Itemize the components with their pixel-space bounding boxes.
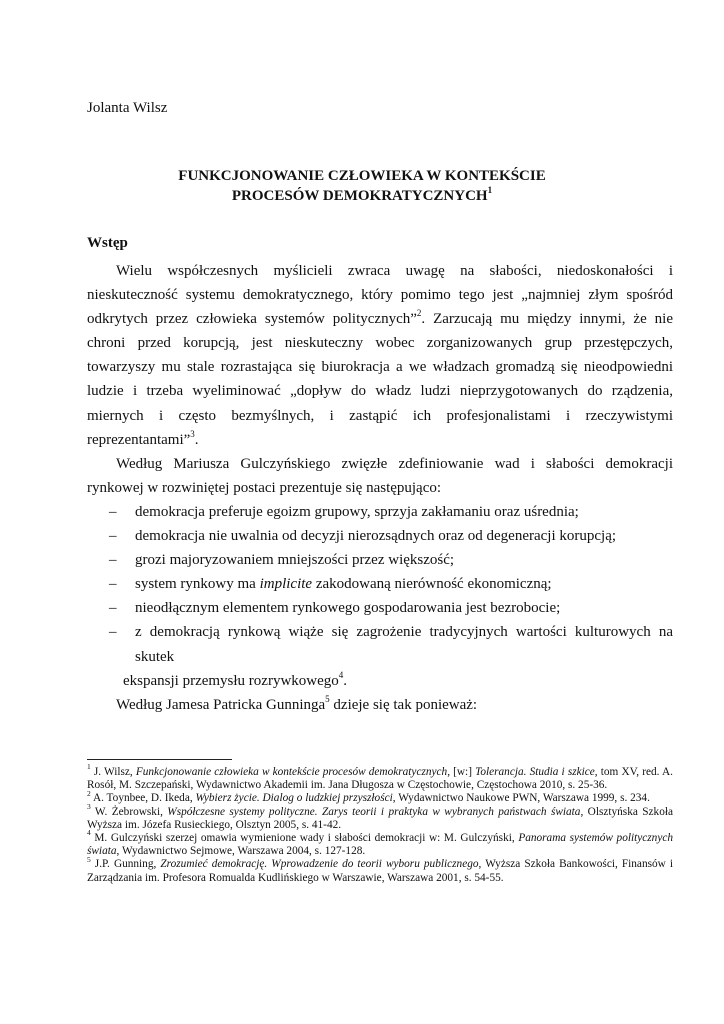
footnote-number: 2	[87, 788, 91, 798]
footnote-italic: Zrozumieć demokrację. Wprowadzenie do teorii wyboru publicznego	[160, 858, 479, 871]
dash-bullet: –	[109, 503, 117, 520]
paragraph-1-part-b: . Zarzucają mu między innymi, że nie chroni przed korupcją, jest nieskuteczny wobec zorganizowanych grup przestępczych, towarzyszy mu stale rozrastająca się biurokracja a we władzach gromadzą się nieodpowiedni ludzie i trzeba wyeliminować „dopływ do władz ludzi nieprzygotowanych do rządzenia, miernych i często bezmyślnych, i zastąpić ich profesjonalistami i rzeczywistymi reprezentantami”	[87, 311, 673, 448]
footnote-text: , tom XV, red. A. Rosół, M. Szczepański, Wydawnictwo Akademii im. Jana Długosza w Częstochowie, Częstochowa 2010, s. 25-36.	[87, 766, 673, 792]
footnote-number: 5	[87, 854, 91, 864]
footnote-text: , [w:]	[447, 766, 476, 778]
footnote-italic: Tolerancja. Studia i szkice	[475, 766, 595, 778]
list-item-line-2	[123, 669, 673, 693]
list-item	[87, 548, 673, 572]
footnote-number: 4	[87, 828, 91, 838]
title-line-2-text: PROCESÓW DEMOKRATYCZNYCH	[231, 188, 488, 204]
list-item	[87, 500, 673, 524]
title-line-1: FUNKCJONOWANIE CZŁOWIEKA W KONTEKŚCIE	[178, 168, 546, 184]
list-item-text: grozi majoryzowaniem mniejszości przez większość;	[135, 552, 455, 569]
list-item-text-a: system rynkowy ma	[135, 576, 260, 593]
section-heading: Wstęp	[87, 235, 128, 251]
paragraph-3-part-b: dzieje się tak ponieważ:	[329, 696, 478, 713]
footnote-text: , Wydawnictwo Naukowe PWN, Warszawa 1999, s. 234.	[392, 792, 650, 805]
footnote-4	[87, 828, 674, 858]
footnote-1	[87, 762, 673, 792]
list-item-text: demokracja nie uwalnia od decyzji nierozsądnych oraz od degeneracji korupcją;	[135, 528, 617, 545]
footnote-text: M. Gulczyński szerzej omawia wymienione wady i słabości demokracji w: M. Gulczyński,	[90, 832, 519, 845]
paragraph-1-part-a: Wielu współczesnych myślicieli zwraca uwagę na słabości, niedoskonałości i nieskuteczność systemu demokratycznego, który pomimo tego jest „najmniej złym spośród odkrytych przez człowieka systemów politycznych”	[87, 263, 673, 328]
footnote-number: 1	[87, 762, 91, 772]
paragraph-2: Według Mariusza Gulczyńskiego zwięzłe zdefiniowanie wad i słabości demokracji rynkowej w rozwiniętej postaci prezentuje się następująco:	[87, 455, 673, 496]
title-footnote-ref[interactable]: 1	[487, 185, 493, 195]
footnote-ref-5[interactable]: 5	[325, 693, 330, 704]
footnote-italic: Wybierz życie. Dialog o ludzkiej przyszłości	[195, 792, 393, 805]
footnote-5	[87, 854, 673, 884]
footnote-ref-4[interactable]: 4	[338, 669, 344, 680]
list-item-text: demokracja preferuje egoizm grupowy, sprzyja zakłamaniu oraz uśrednia;	[135, 503, 579, 520]
footnote-ref-3[interactable]: 3	[190, 428, 195, 439]
footnote-text: , Wydawnictwo Sejmowe, Warszawa 2004, s. 127-128.	[116, 845, 366, 858]
list-item	[87, 524, 673, 548]
list-item-line-2-end: .	[343, 672, 348, 689]
dash-bullet: –	[109, 552, 117, 569]
footnote-number: 3	[87, 801, 91, 811]
list-item-line-1: z demokracją rynkową wiąże się zagrożenie tradycyjnych wartości kulturowych na skutek	[135, 624, 673, 665]
footnote-italic: Funkcjonowanie człowieka w kontekście procesów demokratycznych	[135, 766, 448, 778]
paragraph-3	[87, 693, 673, 717]
dash-bullet: –	[109, 600, 117, 617]
list-item-italic: implicite	[259, 576, 313, 593]
dash-bullet: –	[109, 528, 117, 545]
dash-bullet: –	[109, 624, 117, 641]
dash-bullet: –	[109, 576, 117, 593]
footnote-italic: Panorama systemów politycznych świata	[87, 832, 674, 858]
title-line-2	[60, 186, 664, 206]
footnote-italic: Współczesne systemy polityczne. Zarys teorii i praktyka w wybranych państwach świata	[167, 805, 581, 818]
list-item-text-b: zakodowaną nierówność ekonomiczną;	[312, 576, 552, 593]
footnote-text: , Olsztyńska Szkoła Wyższa im. Józefa Rusieckiego, Olsztyn 2005, s. 41-42.	[87, 805, 673, 831]
footnote-text: A. Toynbee, D. Ikeda,	[90, 792, 196, 805]
footnote-separator	[87, 759, 232, 760]
footnote-ref-2[interactable]: 2	[416, 308, 422, 319]
paragraph-1-part-c: .	[194, 431, 199, 448]
footnotes	[87, 762, 674, 885]
footnote-2	[87, 788, 673, 805]
list-item-text: nieodłącznym elementem rynkowego gospodarowania jest bezrobocie;	[135, 600, 561, 617]
list-item	[87, 572, 673, 596]
footnote-3	[87, 801, 673, 832]
list-item-line-2-text: ekspansji przemysłu rozrywkowego	[123, 672, 339, 689]
list-item	[87, 596, 673, 620]
paragraph-1	[87, 259, 673, 452]
body-text	[87, 259, 673, 717]
document-title	[60, 166, 664, 206]
footnote-text: J. Wilsz,	[90, 766, 136, 778]
list-item	[87, 620, 673, 692]
footnote-text: W. Żebrowski,	[90, 805, 168, 818]
paragraph-3-part-a: Według Jamesa Patricka Gunninga	[116, 696, 326, 713]
footnote-text: J.P. Gunning,	[90, 858, 161, 871]
bullet-list	[87, 500, 673, 693]
footnote-text: , Wyższa Szkoła Bankowości, Finansów i Zarządzania im. Profesora Romualda Kudlińskiego w Warszawie, Warszawa 2001, s. 54-55.	[87, 858, 673, 884]
author-name: Jolanta Wilsz	[87, 100, 168, 116]
